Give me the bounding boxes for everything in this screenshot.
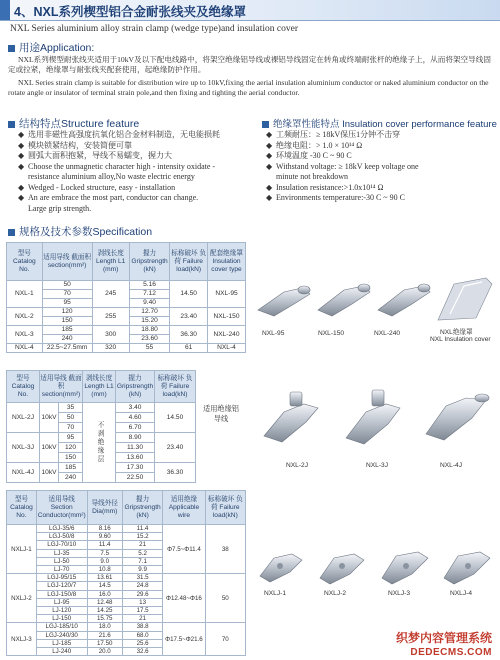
applicable-wire-note: 适用绝缘铝导线	[203, 404, 239, 423]
application-en: NXL Series strain clamp is suitable for distribution wire up to 10kV,fixing the aerial insulation aluminium conductor or naked aluminium conductor on the rotate angle or insulator of terminal strain pole,and then fixing and tighting the aerial conductor.	[8, 78, 489, 97]
table-cell: 21	[122, 615, 162, 623]
application-heading	[8, 40, 94, 55]
caption-nxl-cover-en: NXL Insulation cover	[430, 336, 491, 343]
insulation-list	[266, 130, 496, 204]
structure-item: ◆ Choose the unmagnetic character high - intensity oxidate -	[18, 161, 216, 171]
table-cell: NXL-1	[7, 281, 43, 308]
table-cell: 17.50	[87, 639, 122, 647]
table-cell: 320	[92, 344, 129, 353]
table-cell: 240	[42, 335, 92, 344]
structure-item: ◆ Wedged - Locked structure, easy - installation	[18, 182, 176, 192]
table-cell: 3.40	[116, 403, 155, 413]
spec-table-nxlj	[6, 490, 246, 656]
table-cell: 22.5~27.5mm	[42, 344, 92, 353]
table-cell: 255	[92, 308, 129, 326]
table-cell: 18.0	[87, 623, 122, 631]
table-row	[7, 623, 246, 631]
table-header: 型号 Catalog No.	[7, 243, 43, 281]
table-cell: 50	[205, 574, 245, 623]
table-cell: 29.6	[122, 590, 162, 598]
insulation-heading	[262, 116, 497, 130]
table-cell: NXL-4	[7, 344, 43, 353]
insulation-item: ◆ 工频耐压：≥ 18kV保压1分钟不击穿	[266, 130, 401, 139]
caption-nxl-4j: NXL-4J	[440, 462, 462, 469]
table-cell: 240	[59, 473, 83, 483]
table-cell: 70	[59, 423, 83, 433]
table-cell: 31.5	[122, 574, 162, 582]
table-cell: 25.6	[122, 639, 162, 647]
table-cell: 120	[42, 308, 92, 317]
table-cell: 38	[205, 525, 245, 574]
nxl-j-clamp-illustrations	[260, 378, 496, 454]
table-cell: 不剥绝缘层	[83, 403, 116, 483]
table-cell: 23.60	[129, 335, 170, 344]
table-cell: 14.50	[170, 281, 208, 308]
table-cell: NXL-3J	[7, 433, 40, 463]
table-cell: 36.30	[155, 463, 196, 483]
table3-body	[7, 525, 246, 656]
table-cell: 5.16	[129, 281, 170, 290]
table-cell: LJ-240	[36, 648, 87, 656]
table-cell: 245	[92, 281, 129, 308]
table-header: 适用绝缘 Applicable wire	[163, 491, 205, 525]
table-cell: 10kV	[40, 463, 59, 483]
table-cell: LJ-150	[36, 615, 87, 623]
caption-nxlj-2: NXLJ-2	[324, 590, 346, 597]
watermark-en: DEDECMS.COM	[410, 647, 492, 658]
table-cell: 38.8	[122, 623, 162, 631]
square-bullet-icon	[262, 121, 269, 128]
table-cell: NXL-150	[207, 308, 245, 326]
table-cell: 68.0	[122, 631, 162, 639]
table-cell: Φ7.5~Φ11.4	[163, 525, 205, 574]
structure-item: Large grip strength.	[28, 203, 92, 213]
table-cell: 11.4	[87, 541, 122, 549]
table-cell: 13.61	[87, 574, 122, 582]
table-cell: 9.60	[87, 533, 122, 541]
clamp-nxlj-2-icon	[320, 554, 364, 584]
table-cell: LGJ-95/15	[36, 574, 87, 582]
table-header: 标称破坏 负荷 Failure load(kN)	[170, 243, 208, 281]
insulation-heading-text: 绝缘罩性能特点 Insulation cover performance feature	[273, 119, 497, 130]
table-cell: LGJ-35/6	[36, 525, 87, 533]
table-cell: 120	[59, 443, 83, 453]
table-cell: 13	[122, 598, 162, 606]
caption-nxl-95: NXL-95	[262, 330, 285, 337]
clamp-nxl-4j-icon	[426, 394, 489, 440]
table-cell: 36.30	[170, 326, 208, 344]
table-cell: 50	[42, 281, 92, 290]
table-row	[7, 574, 246, 582]
table-cell: 17.30	[116, 463, 155, 473]
table-cell: 12.48	[87, 598, 122, 606]
table-cell: 17.5	[122, 607, 162, 615]
clamp-nxl-95-icon	[258, 286, 310, 316]
table-cell: NXLJ-1	[7, 525, 37, 574]
caption-nxl-3j: NXL-3J	[366, 462, 388, 469]
table-row	[7, 525, 246, 533]
table-cell: LGJ-240/30	[36, 631, 87, 639]
table-header: 适用导线 Section Conductor(mm²)	[36, 491, 87, 525]
insulation-item: ◆ Insulation resistance:>1.0x10¹⁴ Ω	[266, 182, 384, 192]
spec-table-nxl-j	[6, 370, 196, 483]
square-bullet-icon	[8, 45, 15, 52]
table-cell: 9.9	[122, 566, 162, 574]
clamp-nxl-240-icon	[378, 284, 430, 316]
table-cell: NXL-4J	[7, 463, 40, 483]
table-cell: 9.0	[87, 557, 122, 565]
table-cell: 7.12	[129, 290, 170, 299]
clamp-nxl-2j-icon	[264, 392, 318, 442]
table-cell: 15.75	[87, 615, 122, 623]
insulation-item: ◆ 环境温度 -30 C ~ 90 C	[266, 151, 352, 160]
table-cell: NXL-95	[207, 281, 245, 308]
table-cell: 11.4	[122, 525, 162, 533]
table-header: 握力 Gripstrength (kN)	[116, 371, 155, 403]
table-cell: 21.6	[87, 631, 122, 639]
insulation-item: ◆ Environments temperature:-30 C ~ 90 C	[266, 193, 405, 202]
table-cell: 32.6	[122, 648, 162, 656]
table-cell: 9.40	[129, 299, 170, 308]
table-cell: 12.70	[129, 308, 170, 317]
page-subtitle: NXL Series aluminium alloy strain clamp (wedge type)and insulation cover	[10, 24, 299, 34]
table-cell: 150	[59, 453, 83, 463]
table-cell: Φ17.5~Φ21.6	[163, 623, 205, 656]
table-cell: 18.80	[129, 326, 170, 335]
table-cell: NXLJ-2	[7, 574, 37, 623]
insulation-item: ◆ Withstand voltage: ≥ 18kV keep voltage one	[266, 161, 419, 171]
table-header: 握力 Gripstrength (kN)	[129, 243, 170, 281]
table-cell: 185	[59, 463, 83, 473]
table-cell: 15.20	[129, 317, 170, 326]
table-cell: LJ-95	[36, 598, 87, 606]
table-cell: 23.40	[155, 433, 196, 463]
table-cell: 150	[42, 317, 92, 326]
table-cell: 10kV	[40, 403, 59, 433]
table-cell: 20.0	[87, 648, 122, 656]
structure-heading-text: 结构特点Structure feature	[19, 118, 140, 130]
caption-nxlj-4: NXLJ-4	[450, 590, 472, 597]
nxlj-clamp-illustrations	[256, 540, 496, 590]
table-cell: 300	[92, 326, 129, 344]
table-cell: LJ-35	[36, 549, 87, 557]
table-cell: NXL-3	[7, 326, 43, 344]
table-header: 标称破坏 负荷 Failure load(kN)	[155, 371, 196, 403]
structure-item: ◆ An are embrace the most part, conductor can change.	[18, 193, 199, 202]
spec-heading-text: 规格及技术参数Specification	[19, 226, 153, 238]
table-header: 适用导线 截面积 section(mm²)	[40, 371, 83, 403]
spec-heading	[8, 224, 152, 239]
clamp-nxlj-1-icon	[260, 554, 302, 582]
table-cell: LJ-185	[36, 639, 87, 647]
caption-nxlj-1: NXLJ-1	[264, 590, 286, 597]
application-cn: NXL系列楔型耐张线夹适用于10kV及以下配电线路中，将架空绝缘铝导线或裸铝导线固定在转角或终端耐张杆的绝缘子上，从而将架空导线固定或拉紧，绝缘罩与耐张线夹配套使用，起绝缘防护作用。	[8, 55, 491, 74]
table-cell: 10kV	[40, 433, 59, 463]
table-cell: 5.2	[122, 549, 162, 557]
table-cell: 14.50	[155, 403, 196, 433]
table-cell: 70	[205, 623, 245, 656]
table-cell: LGJ-50/8	[36, 533, 87, 541]
table-cell: NXL-2	[7, 308, 43, 326]
structure-item: ◆ 圆弧大面积抱紧，导线不易蠕变，握力大	[18, 151, 172, 160]
header-accent	[0, 0, 10, 20]
table-cell: 50	[59, 413, 83, 423]
clamp-nxlj-4-icon	[444, 552, 490, 584]
application-heading-text: 用途Application:	[19, 42, 95, 54]
table-cell: 6.70	[116, 423, 155, 433]
caption-nxl-cover-cn: NXL绝缘罩	[440, 329, 473, 336]
clamp-nxlj-3-icon	[382, 552, 428, 584]
table-cell: 7.1	[122, 557, 162, 565]
table-header: 握力 Gripstrength (kN)	[122, 491, 162, 525]
table-cell: 8.16	[87, 525, 122, 533]
table-cell: 14.25	[87, 607, 122, 615]
table-cell: LGJ-120/7	[36, 582, 87, 590]
table-cell: LGJ-185/10	[36, 623, 87, 631]
structure-list	[18, 130, 258, 214]
table-cell: LJ-50	[36, 557, 87, 565]
table-header: 剥线长度 Length L1 (mm)	[83, 371, 116, 403]
spec-table-nxl	[6, 242, 246, 353]
caption-nxlj-3: NXLJ-3	[388, 590, 410, 597]
caption-nxl-150: NXL-150	[318, 330, 345, 337]
table-cell: 15.2	[122, 533, 162, 541]
table-cell: 95	[42, 299, 92, 308]
table-cell: 24.8	[122, 582, 162, 590]
table-cell: 7.5	[87, 549, 122, 557]
table-cell: LGJ-150/8	[36, 590, 87, 598]
structure-item: ◆ 选用非磁性高强度抗氧化铝合金材料制造，无电能损耗	[18, 130, 220, 139]
table-cell: LGJ-70/10	[36, 541, 87, 549]
table-header: 型号 Catalog No.	[7, 491, 37, 525]
structure-item: resistance aluminium alloy,No waste electric energy	[28, 172, 195, 181]
table-header: 型号 Catalog No.	[7, 371, 40, 403]
table-header: 导线外径 Dia(mm)	[87, 491, 122, 525]
table-cell: 61	[170, 344, 208, 353]
table-cell: 35	[59, 403, 83, 413]
table-cell: LJ-120	[36, 607, 87, 615]
caption-nxl-2j: NXL-2J	[286, 462, 308, 469]
nxl-clamp-illustrations	[254, 270, 496, 330]
table-cell: 4.60	[116, 413, 155, 423]
table-header: 适用导线 截面积 section(mm²)	[42, 243, 92, 281]
table-cell: NXL-2J	[7, 403, 40, 433]
table-cell: 70	[42, 290, 92, 299]
insulation-cover-icon	[438, 278, 492, 320]
table-cell: 55	[129, 344, 170, 353]
table-cell: NXL-4	[207, 344, 245, 353]
insulation-item: ◆ 绝缘电阻：> 1.0 × 10¹⁴ Ω	[266, 140, 363, 150]
table-cell: LJ-70	[36, 566, 87, 574]
table-cell: 10.8	[87, 566, 122, 574]
watermark-cn: 织梦内容管理系统	[395, 631, 492, 645]
table-cell: 11.30	[116, 443, 155, 453]
table-cell: 185	[42, 326, 92, 335]
table-cell: 14.5	[87, 582, 122, 590]
structure-item: ◆ 模块锁紧结构，安装简便可靠	[18, 140, 132, 150]
clamp-nxl-150-icon	[318, 284, 370, 316]
table-cell: 8.90	[116, 433, 155, 443]
insulation-item: minute not breakdown	[276, 172, 348, 181]
square-bullet-icon	[8, 121, 15, 128]
table-cell: Φ12.48~Φ16	[163, 574, 205, 623]
table-cell: 13.60	[116, 453, 155, 463]
table-header: 配套绝缘罩 Insulation cover type	[207, 243, 245, 281]
table-cell: NXLJ-3	[7, 623, 37, 656]
caption-nxl-240: NXL-240	[374, 330, 401, 337]
table-cell: 22.50	[116, 473, 155, 483]
table-header: 标称破坏 负荷 Failure load(kN)	[205, 491, 245, 525]
table-header: 剥线长度 Length L1 (mm)	[92, 243, 129, 281]
table-cell: 21	[122, 541, 162, 549]
square-bullet-icon	[8, 229, 15, 236]
table-cell: 23.40	[170, 308, 208, 326]
table-cell: 16.0	[87, 590, 122, 598]
clamp-nxl-3j-icon	[346, 390, 400, 444]
structure-heading	[8, 116, 139, 131]
table-cell: 95	[59, 433, 83, 443]
page-title: 4、NXL系列楔型铝合金耐张线夹及绝缘罩	[14, 5, 246, 19]
table-cell: NXL-240	[207, 326, 245, 344]
